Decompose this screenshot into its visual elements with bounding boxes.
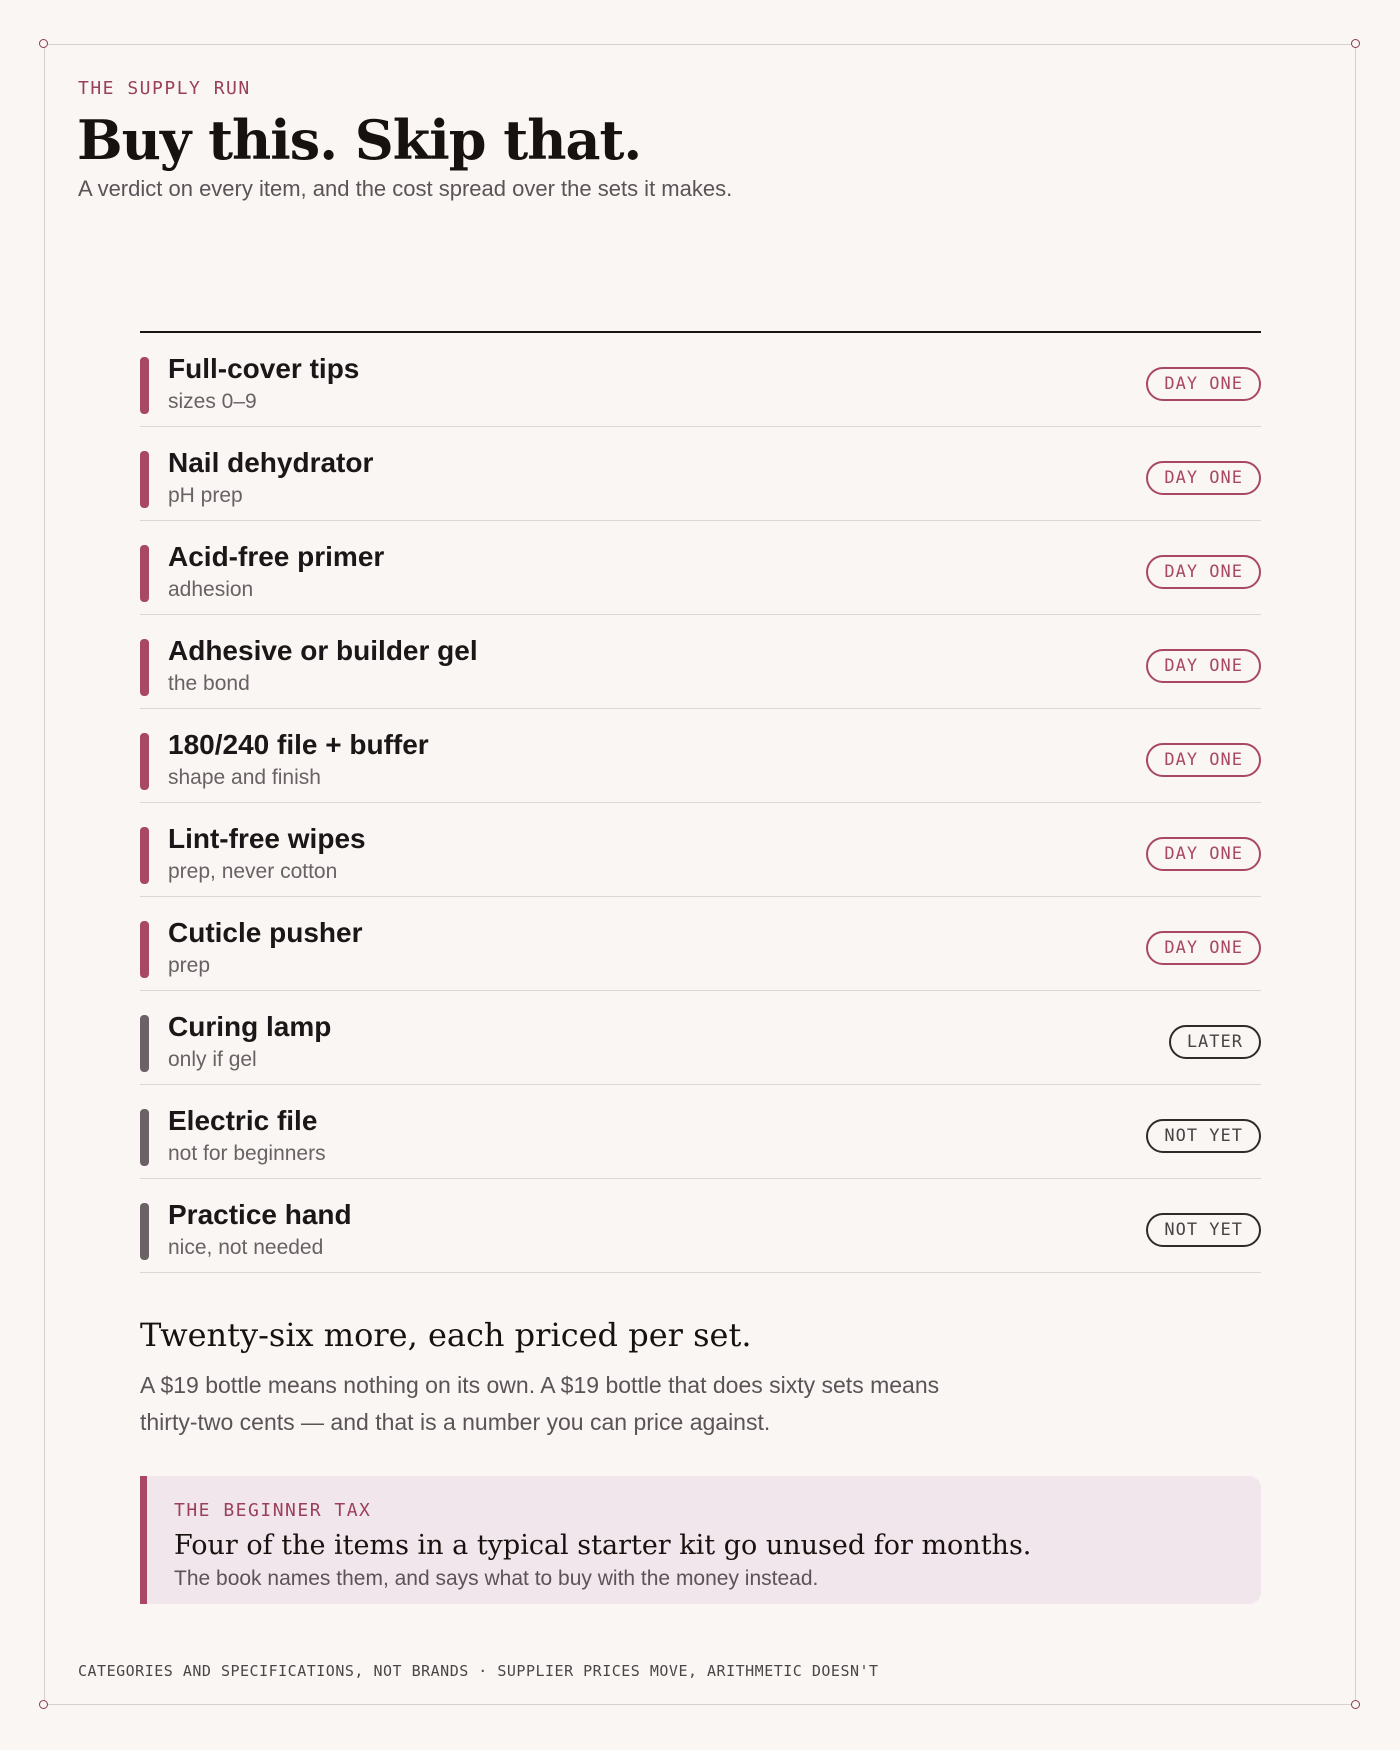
item-note: only if gel xyxy=(168,1048,257,1071)
list-item xyxy=(140,1179,1261,1273)
corner-ornament xyxy=(39,1700,48,1709)
list-item xyxy=(140,803,1261,897)
item-note: prep, never cotton xyxy=(168,860,338,883)
list-item xyxy=(140,333,1261,427)
section-body: A $19 bottle means nothing on its own. A $19 bottle that does sixty sets means thirty-two cents — and that is a number you can price against. xyxy=(140,1372,940,1435)
item-marker xyxy=(140,357,149,414)
footer-note: CATEGORIES AND SPECIFICATIONS, NOT BRANDS · SUPPLIER PRICES MOVE, ARITHMETIC DOESN'T xyxy=(78,1662,879,1680)
verdict-badge: DAY ONE xyxy=(1146,837,1261,871)
item-name: Lint-free wipes xyxy=(168,823,366,854)
callout-body: The book names them, and says what to buy with the money instead. xyxy=(174,1567,819,1590)
verdict-badge: DAY ONE xyxy=(1146,461,1261,495)
eyebrow-label: THE SUPPLY RUN xyxy=(78,78,251,99)
item-name: Full-cover tips xyxy=(168,353,360,384)
verdict-badge: DAY ONE xyxy=(1146,931,1261,965)
item-marker xyxy=(140,1109,149,1166)
item-note: not for beginners xyxy=(168,1142,326,1165)
verdict-badge: DAY ONE xyxy=(1146,743,1261,777)
item-name: Curing lamp xyxy=(168,1011,332,1042)
verdict-badge: LATER xyxy=(1169,1025,1261,1059)
item-note: prep xyxy=(168,954,211,977)
list-item xyxy=(140,991,1261,1085)
item-marker xyxy=(140,1015,149,1072)
section-heading: Twenty-six more, each priced per set. xyxy=(140,1316,752,1354)
verdict-badge: DAY ONE xyxy=(1146,555,1261,589)
verdict-badge: DAY ONE xyxy=(1146,649,1261,683)
item-note: shape and finish xyxy=(168,766,321,789)
item-name: Electric file xyxy=(168,1105,318,1136)
item-marker xyxy=(140,639,149,696)
list-item xyxy=(140,1085,1261,1179)
item-name: Practice hand xyxy=(168,1199,352,1230)
verdict-badge: DAY ONE xyxy=(1146,367,1261,401)
item-note: sizes 0–9 xyxy=(168,390,257,413)
item-marker xyxy=(140,451,149,508)
callout-eyebrow: THE BEGINNER TAX xyxy=(174,1500,372,1521)
list-item xyxy=(140,427,1261,521)
list-item xyxy=(140,897,1261,991)
beginner-tax-callout xyxy=(140,1476,1261,1604)
verdict-badge: NOT YET xyxy=(1146,1119,1261,1153)
list-item xyxy=(140,709,1261,803)
verdict-badge: NOT YET xyxy=(1146,1213,1261,1247)
page-title: Buy this. Skip that. xyxy=(77,108,642,172)
item-note: pH prep xyxy=(168,484,243,507)
item-note: adhesion xyxy=(168,578,254,601)
callout-heading: Four of the items in a typical starter kit go unused for months. xyxy=(174,1530,1032,1561)
page-subtitle: A verdict on every item, and the cost spread over the sets it makes. xyxy=(78,176,733,201)
item-marker xyxy=(140,921,149,978)
item-note: the bond xyxy=(168,672,250,695)
item-name: Nail dehydrator xyxy=(168,447,374,478)
item-name: Cuticle pusher xyxy=(168,917,363,948)
item-marker xyxy=(140,545,149,602)
corner-ornament xyxy=(39,39,48,48)
item-marker xyxy=(140,733,149,790)
supply-list xyxy=(140,331,1261,1273)
item-marker xyxy=(140,827,149,884)
item-name: Acid-free primer xyxy=(168,541,385,572)
list-item xyxy=(140,521,1261,615)
corner-ornament xyxy=(1351,39,1360,48)
item-name: 180/240 file + buffer xyxy=(168,729,429,760)
item-name: Adhesive or builder gel xyxy=(168,635,478,666)
item-marker xyxy=(140,1203,149,1260)
list-item xyxy=(140,615,1261,709)
item-note: nice, not needed xyxy=(168,1236,324,1259)
corner-ornament xyxy=(1351,1700,1360,1709)
